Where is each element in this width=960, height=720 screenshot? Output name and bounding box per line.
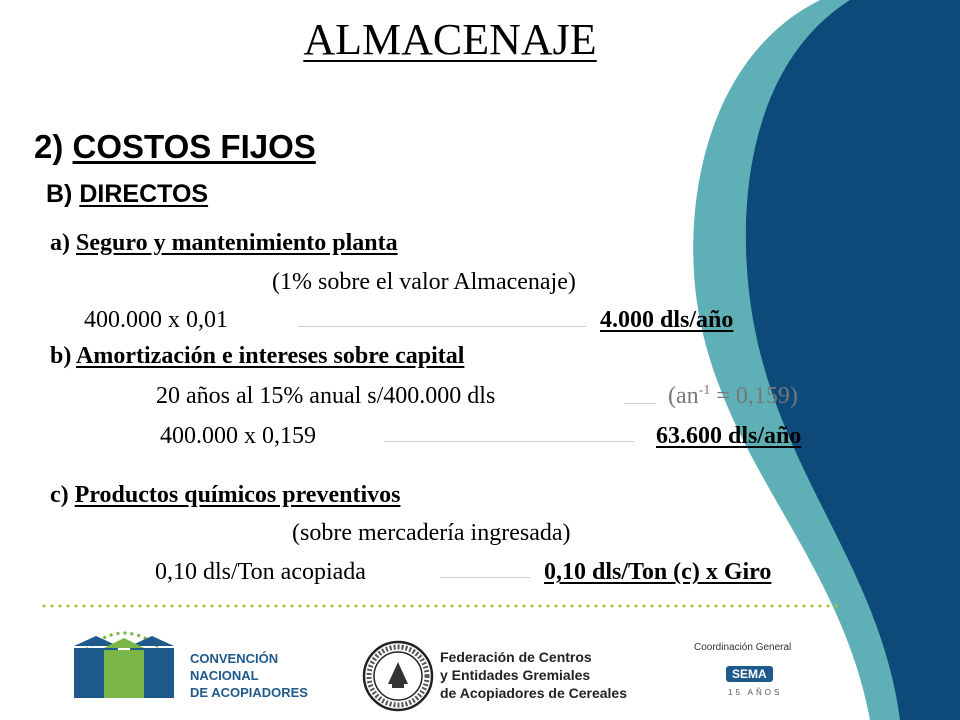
slide-title: ALMACENAJE bbox=[303, 15, 597, 64]
section-heading: 2) COSTOS FIJOS bbox=[34, 128, 316, 165]
item-b-connector-2 bbox=[384, 441, 634, 442]
federacion-seal-icon bbox=[362, 640, 434, 712]
item-c-heading: c) Productos químicos preventivos bbox=[50, 482, 401, 508]
subsection-heading: B) DIRECTOS bbox=[46, 180, 209, 208]
convencion-logo-text: CONVENCIÓN NACIONAL DE ACOPIADORES bbox=[190, 651, 308, 700]
item-a-connector bbox=[298, 326, 586, 327]
item-a-result: 4.000 dls/año bbox=[600, 307, 734, 333]
item-a-heading: a) Seguro y mantenimiento planta bbox=[50, 230, 398, 256]
item-c-note: (sobre mercadería ingresada) bbox=[292, 520, 571, 546]
silo-logo-icon bbox=[66, 618, 182, 702]
item-b-heading: b) Amortización e intereses sobre capital bbox=[50, 343, 465, 369]
item-b-factor: $(an^{-1} = 0,159)$ bbox=[668, 383, 798, 409]
item-c-calc: 0,10 dls/Ton acopiada bbox=[155, 559, 366, 585]
dotted-separator bbox=[40, 604, 840, 608]
item-b-calc: 400.000 x 0,159 bbox=[160, 423, 316, 449]
federacion-logo-text: Federación de Centros y Entidades Gremiales de Acopiadores de Cereales bbox=[440, 649, 628, 701]
item-b-result: 63.600 dls/año bbox=[656, 423, 802, 449]
item-c-result: 0,10 dls/Ton (c) x Giro bbox=[544, 559, 772, 585]
item-b-detail: 20 años al 15% anual s/400.000 dls bbox=[156, 383, 496, 409]
sema-subtitle: 15 AÑOS bbox=[728, 688, 783, 697]
item-c-connector bbox=[440, 577, 530, 578]
coordinacion-caption: Coordinación General bbox=[694, 642, 792, 653]
item-a-note: (1% sobre el valor Almacenaje) bbox=[272, 269, 576, 295]
sema-logo: SEMA bbox=[726, 666, 773, 682]
item-b-connector-1 bbox=[624, 403, 656, 404]
item-a-calc: 400.000 x 0,01 bbox=[84, 307, 228, 333]
